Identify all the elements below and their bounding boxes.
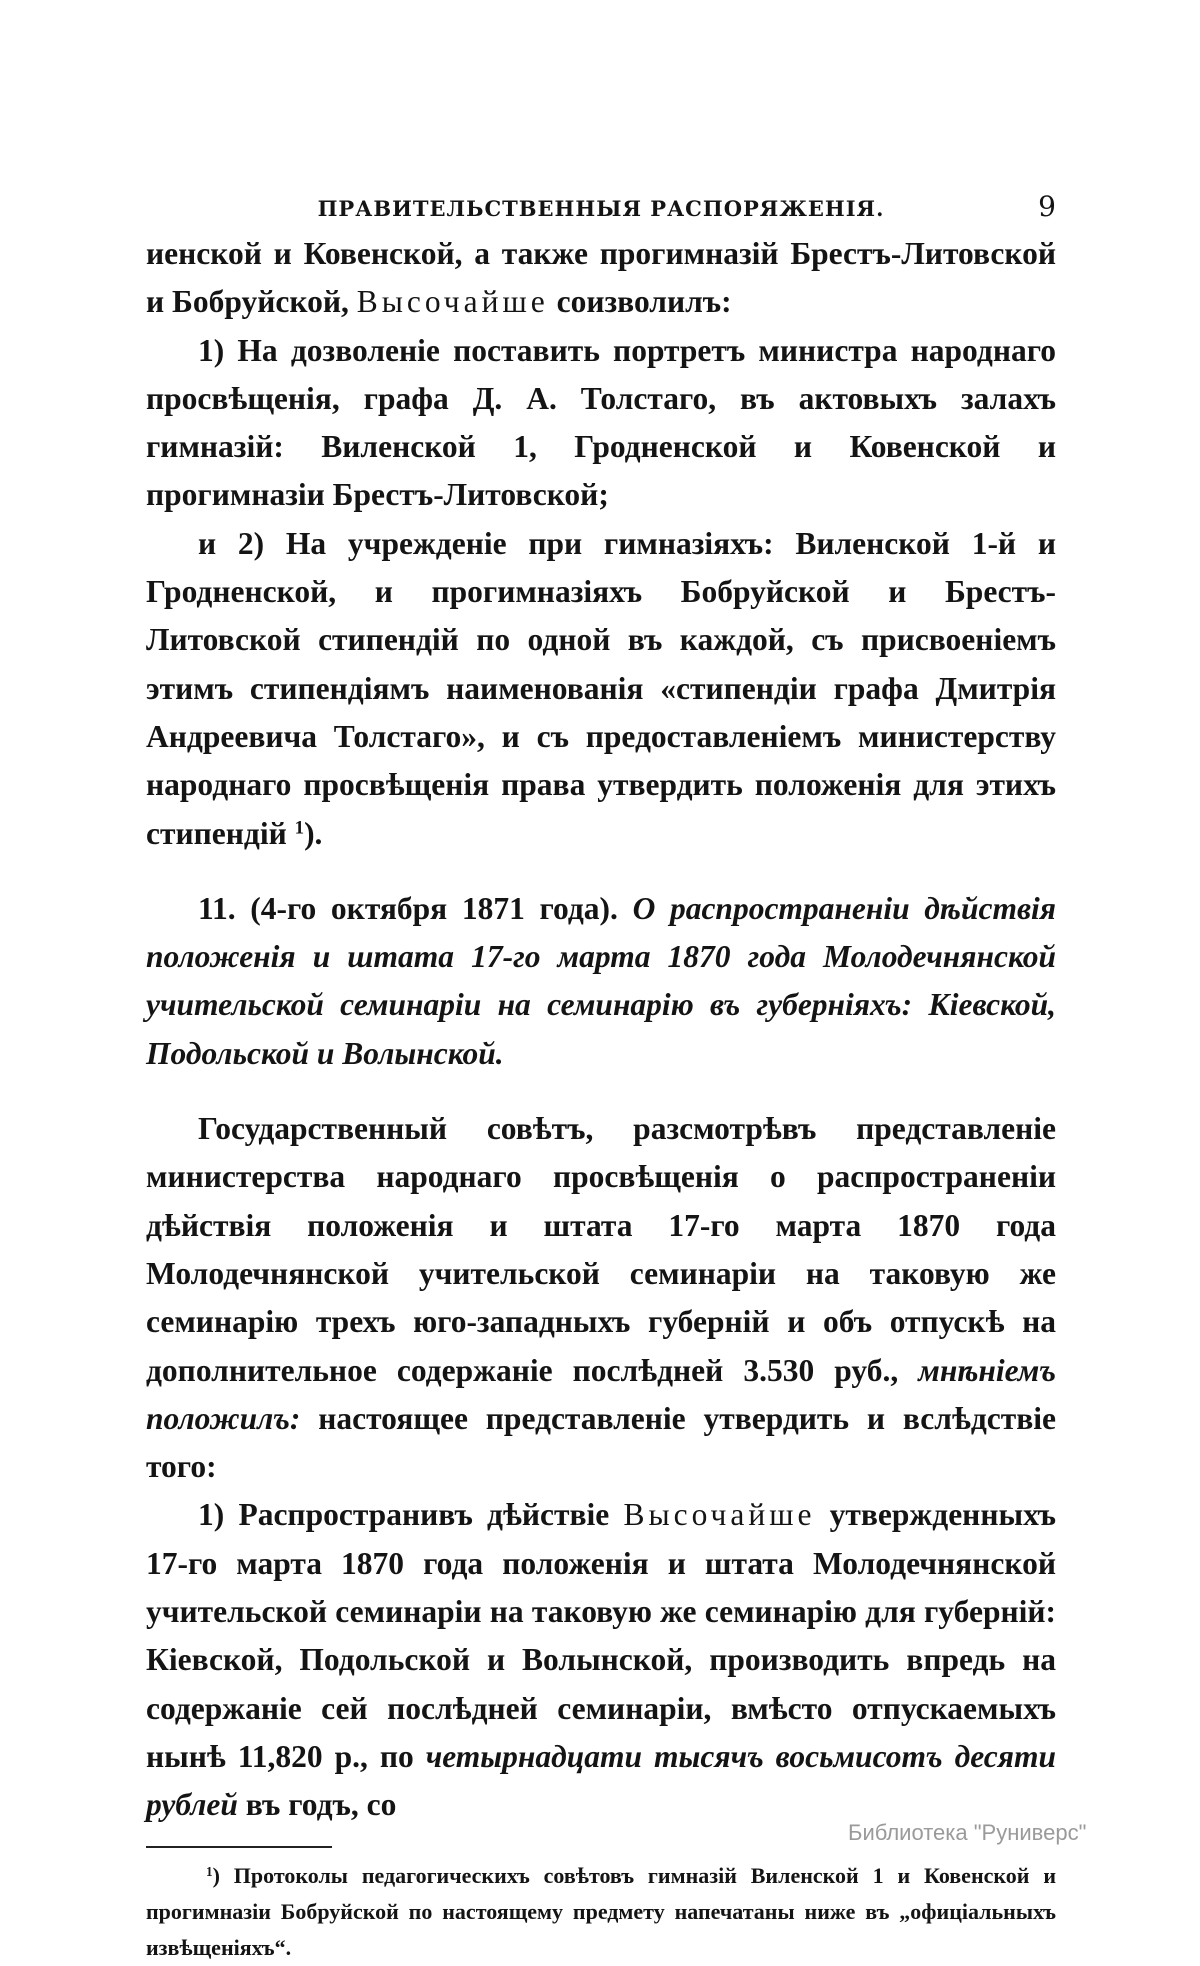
- paragraph-council: [146, 1105, 1056, 1491]
- page-number: 9: [1038, 190, 1056, 223]
- text-run: утвержденныхъ 17-го марта 1870 года положенія и штата Молодечнянской учительской семинаріи на таковую же семинарію для губерній: Кіевской, Подольской и Волынской, производить впредь на содержаніе сей послѣдней семинаріи, вмѣсто отпускаемыхъ нынѣ 11,820 р., по: [146, 1497, 1056, 1774]
- spaced-emphasis: Высочайше: [623, 1497, 816, 1533]
- text-run: соизволилъ:: [548, 284, 732, 320]
- text-run: въ годъ, со: [237, 1787, 397, 1823]
- paragraph-continuation: [146, 230, 1056, 327]
- italic-run: четырнадцати тысячъ восьмисотъ десяти рублей: [146, 1738, 1056, 1823]
- section-date: 11. (4-го октября 1871 года).: [198, 890, 633, 926]
- paragraph-item-2: [146, 520, 1056, 858]
- footnote-mark: 1: [206, 1863, 213, 1879]
- running-title: ПРАВИТЕЛЬСТВЕННЫЯ РАСПОРЯЖЕНІЯ.: [317, 196, 885, 221]
- text-run: ).: [304, 815, 323, 851]
- text-run: иенской и Ковенской, а также прогимназій Брестъ-Литовской и Бобруйской,: [146, 236, 1056, 320]
- footnotes: [146, 1858, 1056, 1966]
- footnote-text: ) Протоколы педагогическихъ совѣтовъ гимназій Виленской 1 и Ковенской и прогимназіи Бобруйской по настоящему предмету напечатаны ниже въ „офиціальныхъ извѣщеніяхъ“.: [146, 1862, 1056, 1960]
- running-head: [146, 190, 1056, 230]
- text-run: и 2) На учрежденіе при гимназіяхъ: Виленской 1-й и Гродненской, и прогимназіяхъ Бобруйской и Брестъ-Литовской стипендій по одной въ каждой, съ присвоеніемъ этимъ стипендіямъ наименованія «стипендіи графа Дмитрія Андреевича Толстаго», и съ предоставленіемъ министерству народнаго просвѣщенія права утвердить положенія для этихъ стипендій: [146, 525, 1056, 851]
- text-run: Государственный совѣтъ, разсмотрѣвъ представленіе министерства народнаго просвѣщенія о распространеніи дѣйствія положенія и штата 17-го марта 1870 года Молодечнянской учительской семинаріи на таковую же семинарію трехъ юго-западныхъ губерній и объ отпускѣ на дополнительное содержаніе послѣдней 3.530 руб.,: [146, 1111, 1056, 1388]
- paragraph-item-1: 1) На дозволеніе поставить портретъ министра народнаго просвѣщенія, графа Д. А. Толстаго, въ актовыхъ залахъ гимназій: Виленской 1, Гродненской и Ковенской и прогимназіи Брестъ-Литовской;: [146, 332, 1056, 513]
- footnote-1: [146, 1858, 1056, 1966]
- text-run: 1) Распространивъ дѣйствіе: [198, 1497, 624, 1533]
- body-text: [146, 230, 1056, 1830]
- section-title: О распространеніи дѣйствія положенія и штата 17-го марта 1870 года Молодечнянской учительской семинаріи на семинарію въ губерніяхъ: Кіевской, Подольской и Волынской.: [146, 890, 1056, 1071]
- section-heading-11: [146, 885, 1056, 1078]
- footnote-divider: [146, 1846, 332, 1848]
- footnote-reference: 1: [294, 817, 305, 839]
- book-page: [146, 190, 1056, 1966]
- paragraph-item-1-resolution: [146, 1491, 1056, 1829]
- text-run: настоящее представленіе утвердить и вслѣдствіе того:: [146, 1400, 1056, 1485]
- spaced-emphasis: Высочайше: [356, 284, 549, 320]
- library-watermark: Библиотека "Руниверс": [848, 1820, 1087, 1845]
- italic-run: мнѣніемъ положилъ:: [146, 1352, 1056, 1436]
